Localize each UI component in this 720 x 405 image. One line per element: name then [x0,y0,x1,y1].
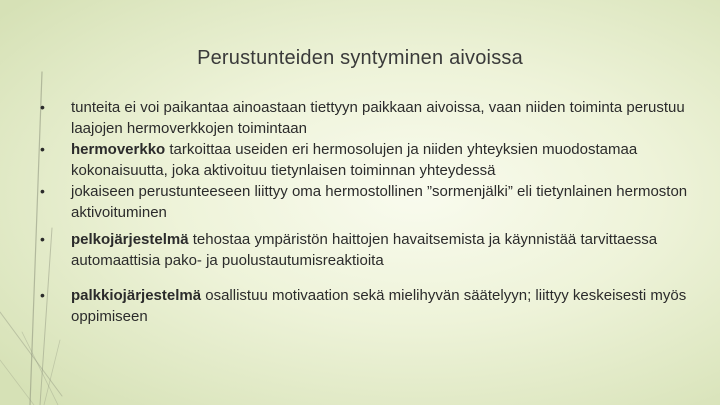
deco-line-5 [44,340,60,405]
bullet-bold-term: hermoverkko [71,141,166,158]
bullet-bold-term: palkkiojärjestelmä [71,287,202,304]
deco-line-6 [0,360,34,405]
bullet-item [40,181,700,223]
bullet-text: tehostaa ympäristön haittojen havaitsemista ja käynnistää tarvittaessa automaattisia pako- ja puolustautumisreaktioita [71,231,658,269]
bullet-dot: • [40,287,45,303]
bullet-bold-term: pelkojärjestelmä [71,231,189,248]
bullet-text: jokaiseen perustunteeseen liittyy oma hermostollinen ”sormenjälki” eli tietynlainen hermoston aktivoituminen [71,183,688,221]
bullet-dot: • [40,141,45,157]
bullet-item [40,285,700,327]
bullet-dot: • [40,183,45,199]
bullet-item [40,97,700,139]
bullet-item [40,139,700,181]
bullet-text: osallistuu motivaation sekä mielihyvän säätelyyn; liittyy keskeisesti myös oppimiseen [71,287,687,325]
bullet-dot: • [40,231,45,247]
bullet-text: tarkoittaa useiden eri hermosolujen ja niiden yhteyksien muodostamaa kokonaisuutta, joka aktivoituu tietynlaisen toiminnan yhteydessä [71,141,638,179]
bullet-list [40,97,700,327]
bullet-item [40,229,700,271]
deco-line-4 [22,332,58,405]
slide-title: Perustunteiden syntyminen aivoissa [197,47,523,69]
bullet-text: tunteita ei voi paikantaa ainoastaan tiettyyn paikkaan aivoissa, vaan niiden toiminta perustuu laajojen hermoverkkojen toimintaan [71,99,685,137]
bullet-dot: • [40,99,45,115]
